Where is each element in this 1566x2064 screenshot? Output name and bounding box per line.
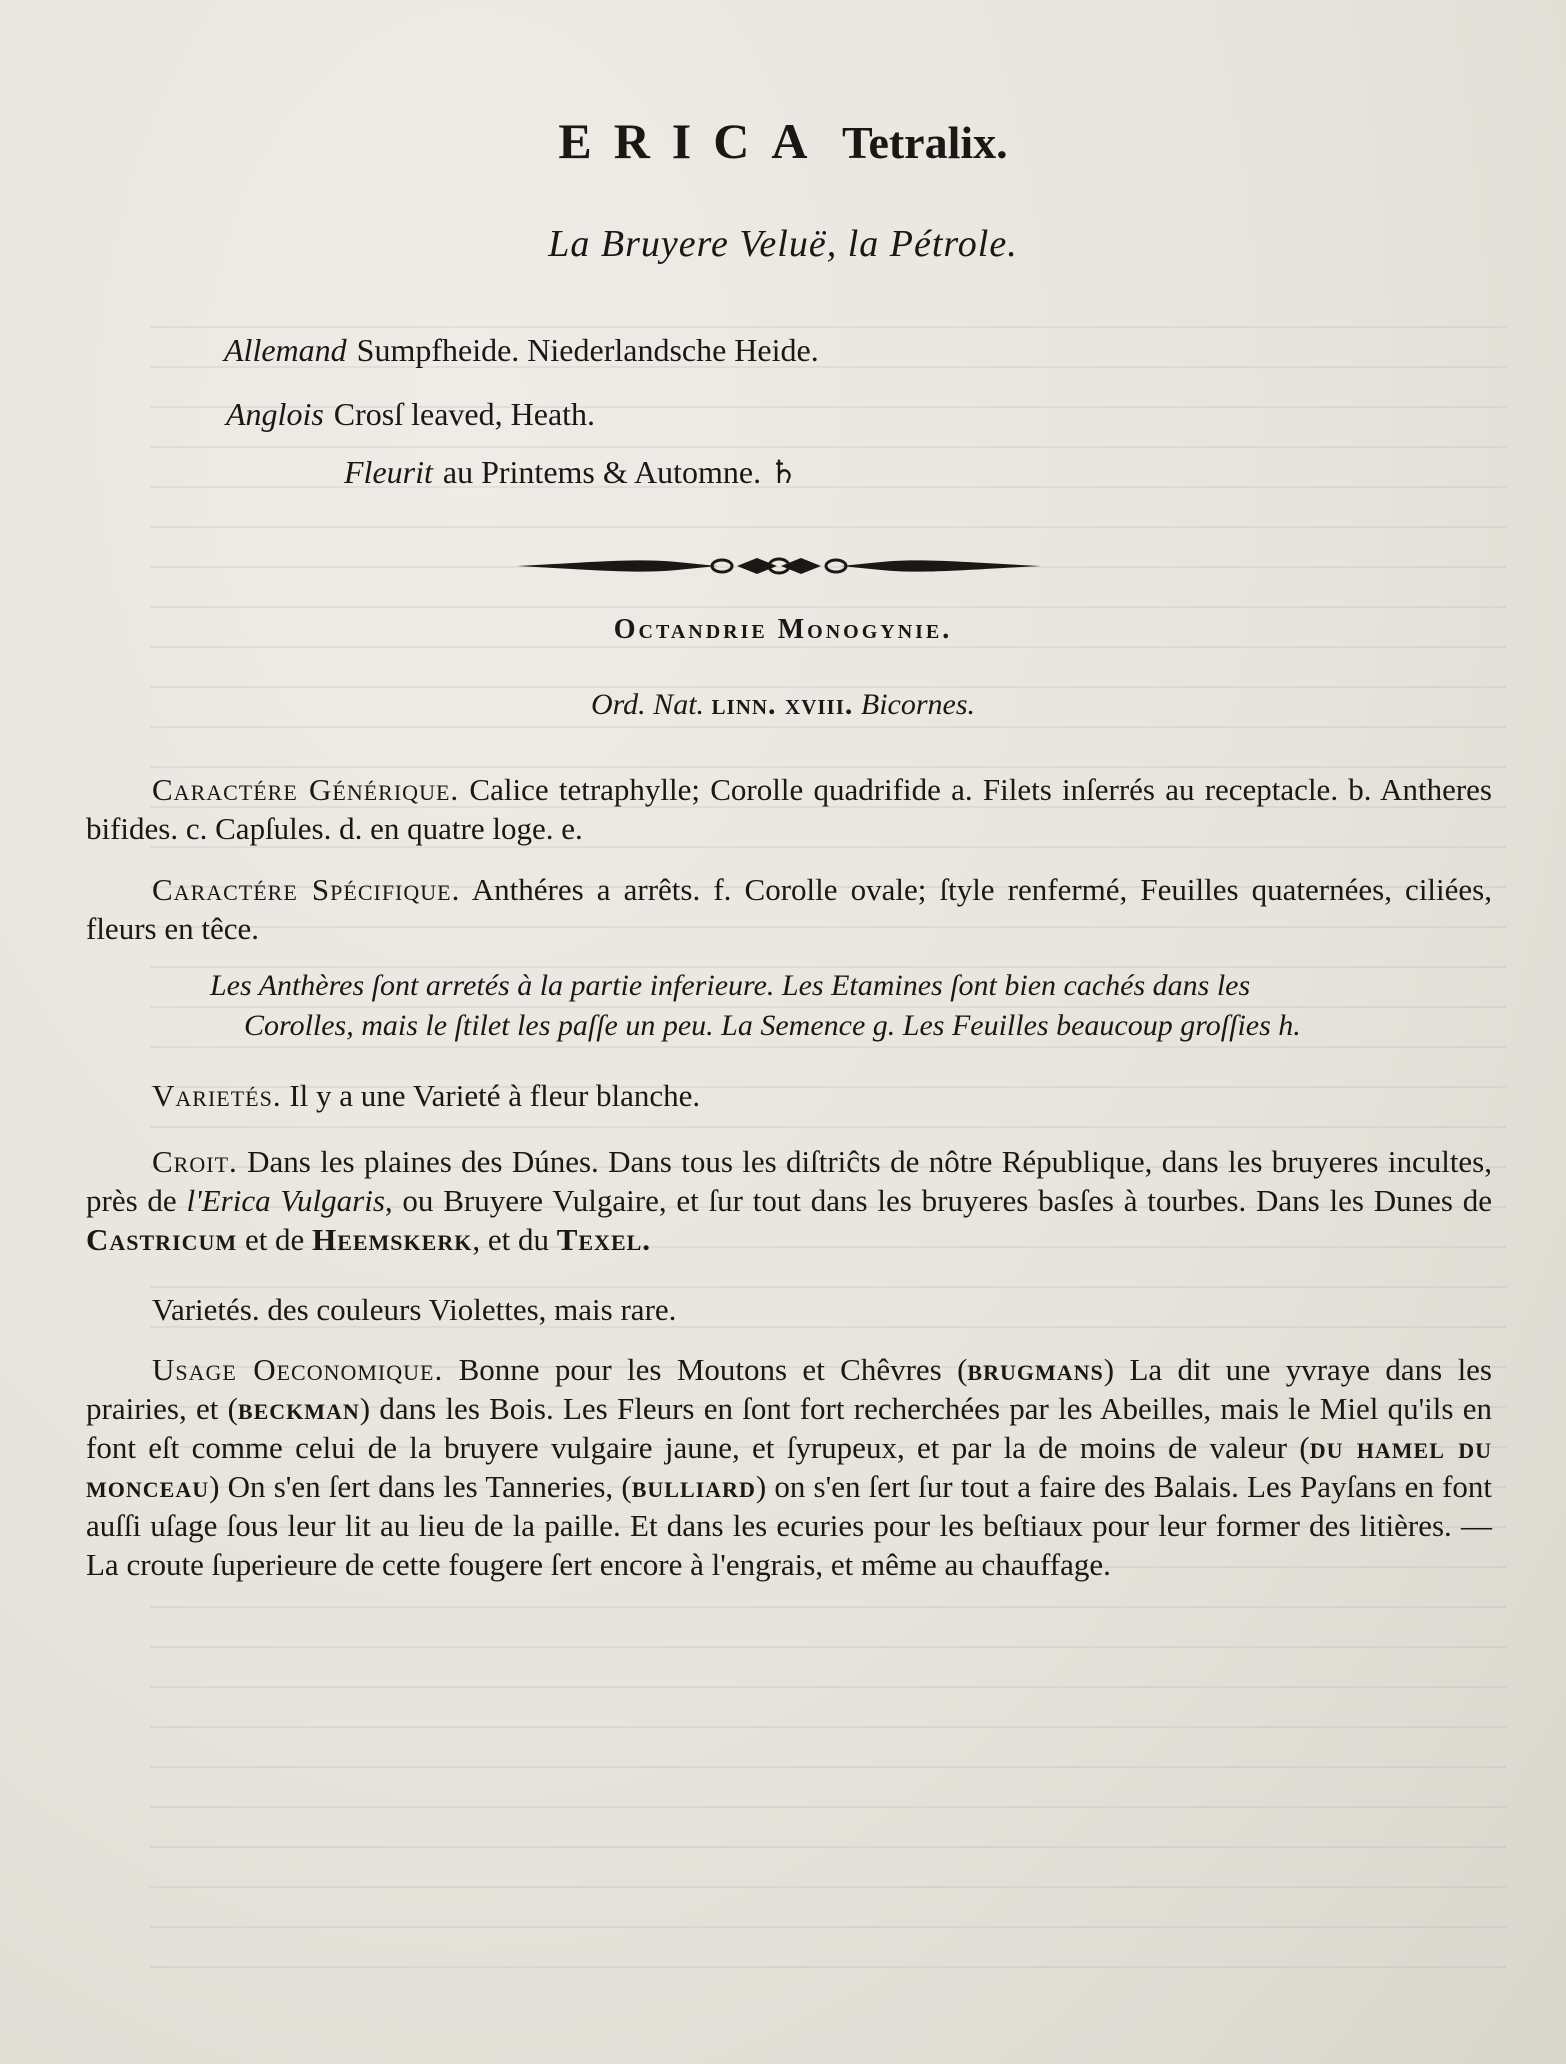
colour-varieties-paragraph: Varietés. des couleurs Violettes, mais rare. (152, 1292, 677, 1327)
author-name: beckman (237, 1391, 360, 1426)
natural-order-line (0, 688, 1566, 722)
paragraph-lead: Caractére Spécifique. (152, 872, 461, 907)
ornamental-divider (517, 548, 1041, 584)
paragraph-lead: Varietés. (152, 1078, 282, 1113)
author-name: du hamel du monceau (86, 1430, 1492, 1504)
paragraph-lead: Caractére Générique. (152, 772, 460, 807)
linnaean-class: Octandrie Monogynie. (613, 614, 953, 645)
title-genus: ERICA (558, 113, 830, 169)
paragraph-text: et de (244, 1222, 305, 1257)
place-name: Texel. (556, 1222, 652, 1257)
note-line: Corolles, mais le ſtilet les paſſe un peu. La Semence g. Les Feuilles beaucoup groſſies h. (244, 1009, 1301, 1042)
paragraph-lead: Usage Oeconomique. (152, 1352, 444, 1387)
paragraph-text: , ou Bruyere Vulgaire, et ſur tout dans les bruyeres basſes à tourbes. Dans les Dunes de (384, 1183, 1493, 1218)
page-title (0, 112, 1566, 170)
species-reference: l'Erica Vulgaris (186, 1183, 385, 1218)
vernacular-english (226, 394, 595, 434)
paragraph-text: Bonne pour les Moutons et Chêvres ( (458, 1352, 968, 1387)
anther-note (210, 966, 1490, 1046)
vernacular-text: Crosſ leaved, Heath. (333, 396, 596, 432)
author-name: brugmans (967, 1352, 1104, 1387)
economic-use-paragraph (86, 1350, 1492, 1584)
paragraph-text: ) La dit une yvraye dans les prairies, et ( (86, 1352, 1492, 1426)
note-line: Les Anthères ſont arretés à la partie inferieure. Les Etamines ſont bien cachés dans les (210, 969, 1251, 1002)
author-name: bulliard (631, 1469, 756, 1504)
vernacular-text: Sumpfheide. Niederlandsche Heide. (356, 332, 819, 368)
vernacular-label: Allemand (224, 332, 347, 368)
paragraph-text: Anthéres a arrêts. f. Corolle ovale; ſtyle renfermé, Feuilles quaternées, ciliées, fleurs en têce. (86, 872, 1492, 946)
paragraph-text: Il y a une Varieté à fleur blanche. (289, 1078, 701, 1113)
title-species: Tetralix. (841, 117, 1008, 168)
paragraph-text: Calice tetraphylle; Corolle quadrifide a. Filets inſerrés au receptacle. b. Antheres bifides. c. Capſules. d. en quatre loge. e. (86, 772, 1493, 846)
paragraph-text: , et du (472, 1222, 549, 1257)
specific-character-paragraph (86, 870, 1492, 948)
vernacular-text: au Printems & Automne. ♄ (442, 454, 798, 490)
ord-label: Ord. Nat. (590, 688, 705, 721)
place-name: Heemskerk (312, 1222, 473, 1257)
vernacular-german (224, 330, 819, 370)
family-label: Bicornes. (860, 688, 976, 721)
varieties-paragraph (86, 1076, 1492, 1115)
paragraph-text: ) On s'en ſert dans les Tanneries, ( (209, 1469, 632, 1504)
linn-label: linn. xviii. (711, 688, 854, 721)
french-name: La Bruyere Veluë, la Pétrole. (548, 223, 1018, 265)
paragraph-text: ) dans les Bois. Les Fleurs en ſont fort recherchées par les Abeilles, mais le Miel qu'ils en font eſt comme celui de la bruyere vulgaire jaune, et ſyrupeux, et par la de moins de valeur ( (86, 1391, 1492, 1465)
habitat-paragraph (86, 1142, 1492, 1259)
vernacular-label: Anglois (226, 396, 324, 432)
generic-character-paragraph (86, 770, 1492, 848)
place-name: Castricum (86, 1222, 238, 1257)
flowering-line (344, 452, 798, 492)
paragraph-text: Dans les plaines des Dúnes. Dans tous les diſtriĉts de nôtre République, dans les bruyeres incultes, près de (86, 1144, 1492, 1218)
paragraph-text: ) on s'en ſert ſur tout a faire des Balais. Les Payſans en font auſſi uſage ſous leur lit au lieu de la paille. Et dans les ecuries pour les beſtiaux pour leur former des litières. — La croute ſuperieure de cette fougere ſert encore à l'engrais, et même au chauffage. (86, 1469, 1493, 1582)
vernacular-label: Fleurit (344, 454, 433, 490)
paragraph-lead: Croit. (152, 1144, 238, 1179)
